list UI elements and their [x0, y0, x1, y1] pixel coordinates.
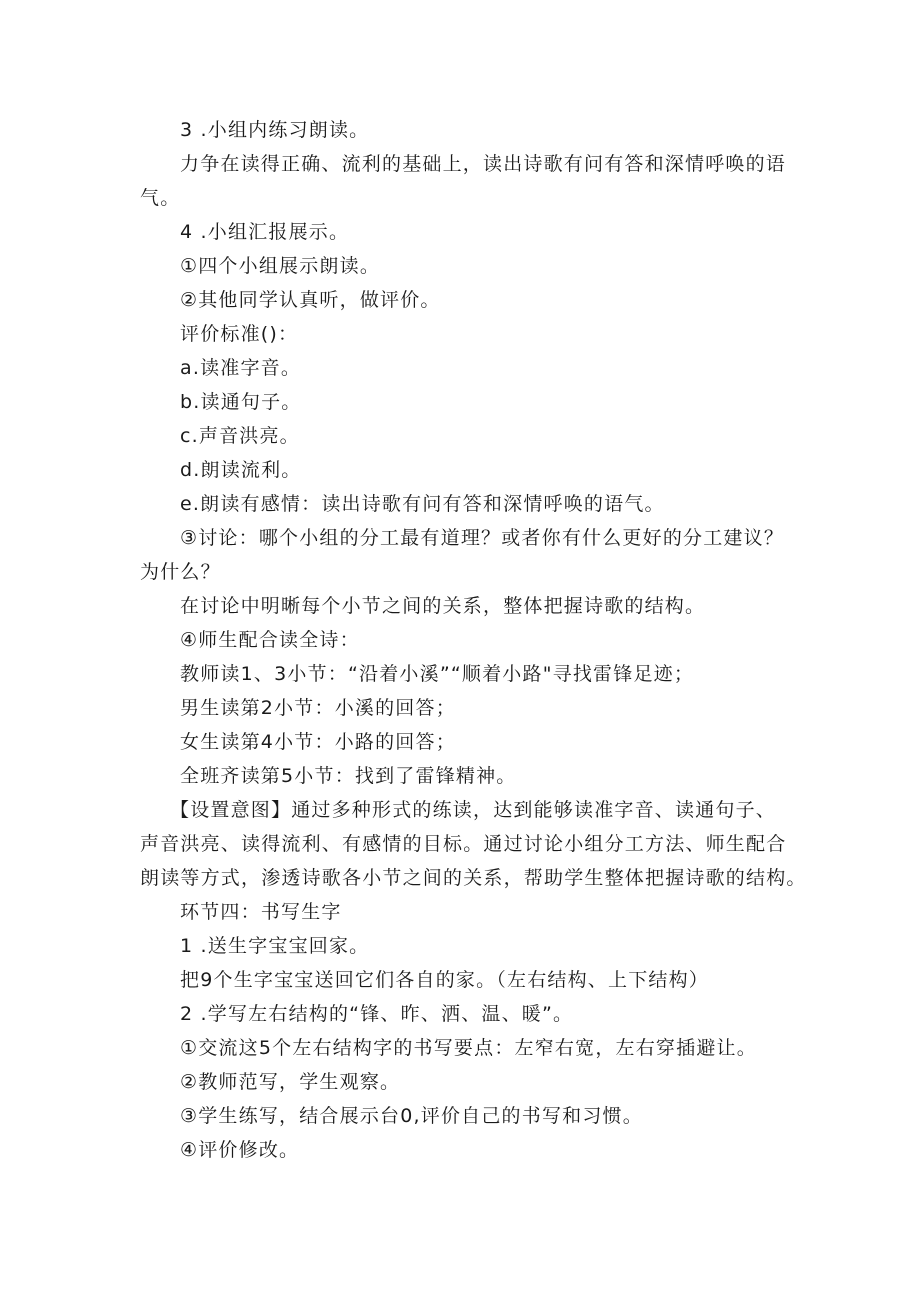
text-line: ③学生练写，结合展示台0,评价自己的书写和习惯。	[180, 1105, 643, 1127]
text-line: ①四个小组展示朗读。	[180, 255, 381, 277]
text-line: ②教师范写，学生观察。	[180, 1071, 401, 1093]
text-line: d.朗读流利。	[180, 459, 302, 481]
text-line: 声音洪亮、读得流利、有感情的目标。通过讨论小组分工方法、师生配合	[140, 833, 787, 855]
text-line: ③讨论：哪个小组的分工最有道理？或者你有什么更好的分工建议？	[180, 527, 785, 549]
text-line: 4 .小组汇报展示。	[180, 221, 350, 243]
text-line: 力争在读得正确、流利的基础上，读出诗歌有问有答和深情呼唤的语	[180, 153, 787, 175]
text-line: 把9个生字宝宝送回它们各自的家。（左右结构、上下结构）	[180, 969, 709, 991]
text-line: ①交流这5个左右结构字的书写要点：左窄右宽，左右穿插避让。	[180, 1037, 757, 1059]
text-line: 在讨论中明晰每个小节之间的关系，整体把握诗歌的结构。	[180, 595, 706, 617]
text-line: c.声音洪亮。	[180, 425, 300, 447]
text-line: ④师生配合读全诗：	[180, 629, 360, 651]
text-line: a.读准字音。	[180, 357, 302, 379]
text-line: 【设置意图】通过多种形式的练读，达到能够读准字音、读通句子、	[170, 799, 777, 821]
text-line: 全班齐读第5小节：找到了雷锋精神。	[180, 765, 517, 787]
text-line: 3 .小组内练习朗读。	[180, 119, 370, 141]
text-line: 2 .学写左右结构的“锋、昨、洒、温、暖”。	[180, 1003, 574, 1025]
text-line: b.读通句子。	[180, 391, 302, 413]
text-line: 教师读1、3小节：“沿着小溪”“顺着小路"寻找雷锋足迹；	[180, 663, 695, 685]
text-line: 气。	[140, 187, 181, 209]
text-line: e.朗读有感情：读出诗歌有问有答和深情呼唤的语气。	[180, 493, 665, 515]
text-line: 男生读第2小节：小溪的回答；	[180, 697, 456, 719]
text-line: 评价标准()：	[180, 323, 299, 345]
text-line: 朗读等方式，渗透诗歌各小节之间的关系，帮助学生整体把握诗歌的结构。	[140, 867, 807, 889]
section-heading: 环节四：书写生字	[180, 901, 342, 923]
text-line: ④评价修改。	[180, 1139, 300, 1161]
text-line: 1 .送生字宝宝回家。	[180, 935, 370, 957]
text-line: 女生读第4小节：小路的回答；	[180, 731, 456, 753]
text-line: 为什么？	[140, 561, 221, 583]
text-line: ②其他同学认真听，做评价。	[180, 289, 441, 311]
